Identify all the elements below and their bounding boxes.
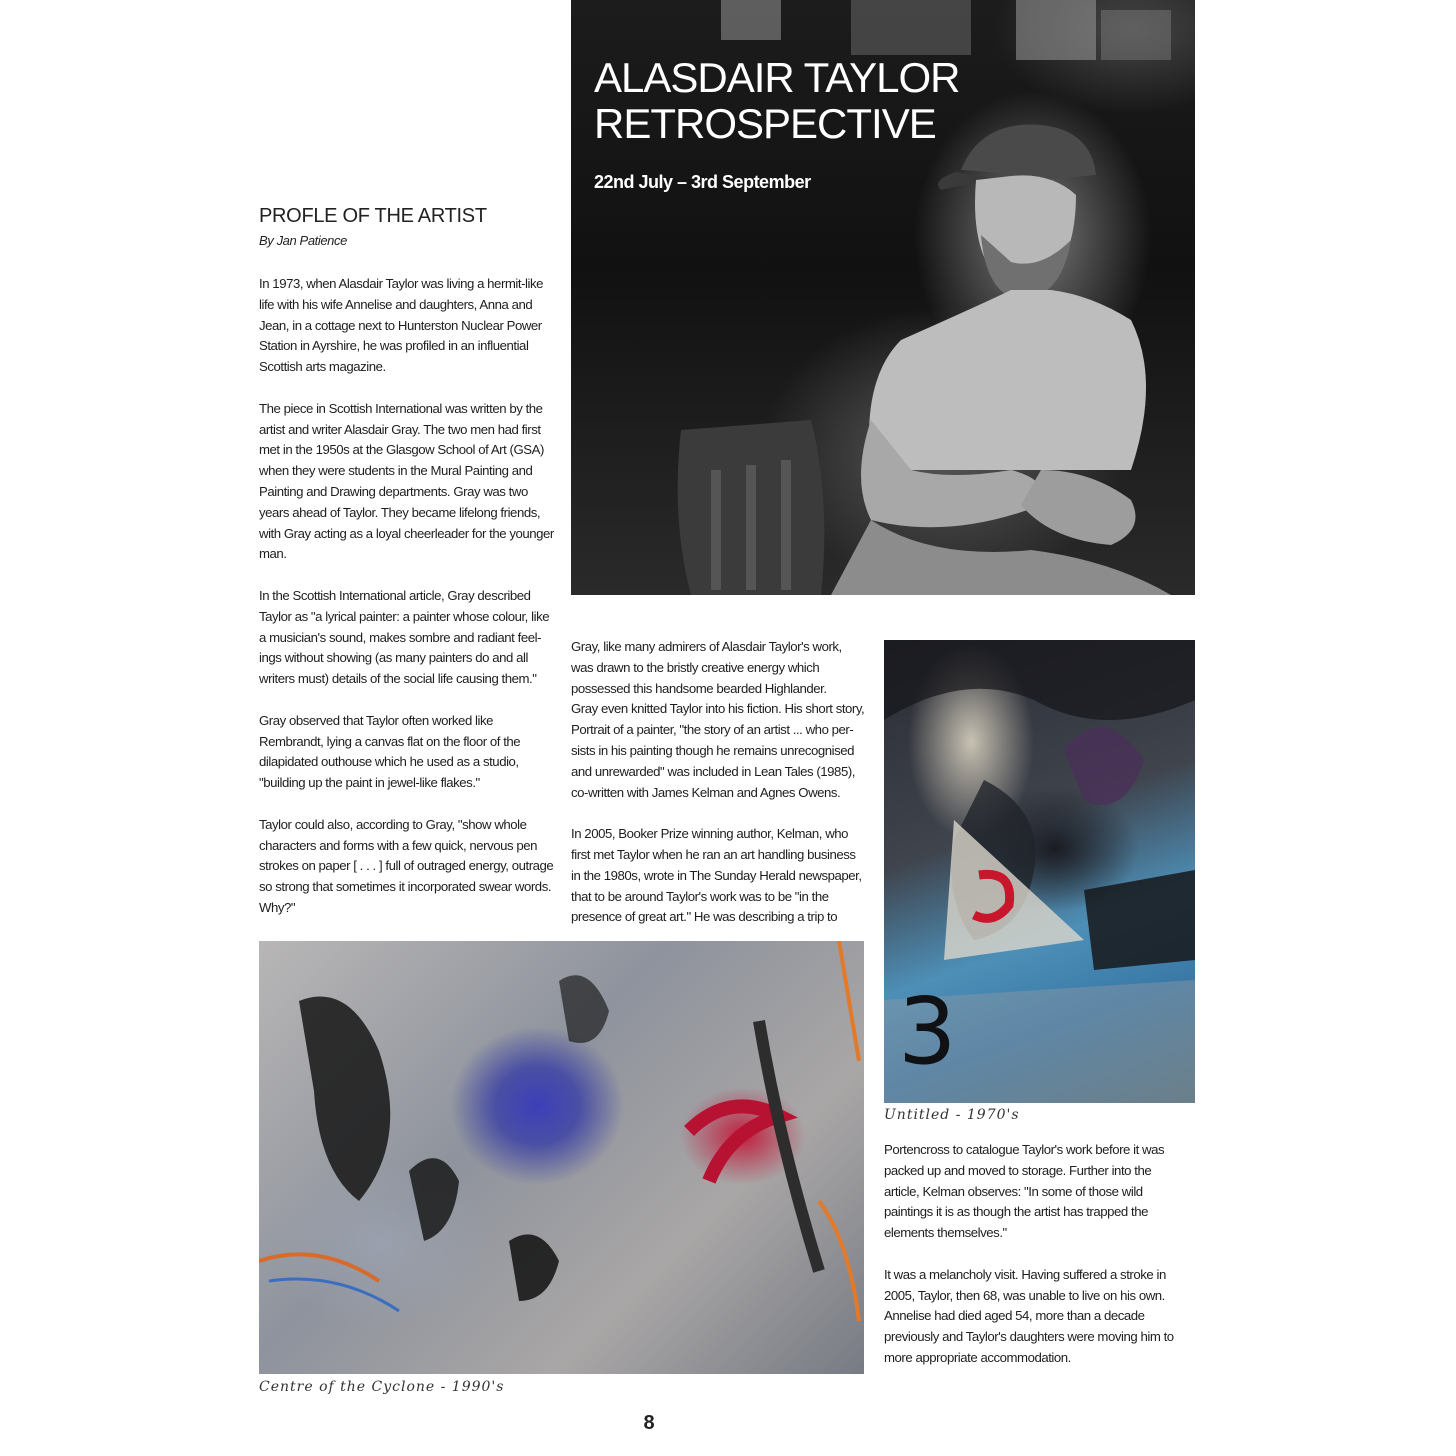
- painted-numeral: 3: [898, 978, 957, 1085]
- hero-photo: [571, 0, 1195, 595]
- article-column-left: [259, 274, 555, 940]
- paragraph: Portencross to catalogue Taylor's work before it was packed up and moved to storage. Further into the article, Kelman observes: "In some of those wild paintings it is as though the artist has trapped the elements themselves.": [884, 1142, 1165, 1241]
- artwork-caption-cyclone: Centre of the Cyclone - 1990's: [259, 1379, 505, 1395]
- paragraph: Gray even knitted Taylor into his fiction. His short story, Portrait of a painter, "the story of an artist ... who per-sists in his painting though he remains unrecognised and unrewarded" was included in Lean Tales (1985), co-written with James Kelman and Agnes Owens.: [571, 701, 865, 800]
- artwork-caption-untitled: Untitled - 1970's: [884, 1107, 1020, 1123]
- paragraph: The piece in Scottish International was written by the artist and writer Alasdair Gray. The two men had first met in the 1950s at the Glasgow School of Art (GSA) when they were students in the Mural Painting and Painting and Drawing departments. Gray was two years ahead of Taylor. They became lifelong friends, with Gray acting as a loyal cheerleader for the younger man.: [259, 400, 554, 562]
- page-number: 8: [643, 1412, 655, 1434]
- paragraph: In 1973, when Alasdair Taylor was living a hermit-like life with his wife Annelise and daughters, Anna and Jean, in a cottage next to Hunterston Nuclear Power Station in Ayrshire, he was profiled in an influential Scottish arts magazine.: [259, 276, 544, 375]
- article-column-middle: [571, 637, 867, 949]
- cyclone-painting: [259, 941, 864, 1374]
- paragraph: In the Scottish International article, Gray described Taylor as "a lyrical painter: a painter whose colour, like a musician's sound, makes sombre and radiant feel-ings without showing (as many painters do and all writers must) details of the social life causing them.": [259, 587, 550, 687]
- paragraph: Gray observed that Taylor often worked like Rembrandt, lying a canvas flat on the floor of the dilapidated outhouse which he used as a studio, "building up the paint in jewel-like flakes.": [259, 712, 521, 791]
- exhibition-dates: 22nd July – 3rd September: [594, 172, 811, 192]
- article-heading: PROFLE OF THE ARTIST: [259, 205, 487, 227]
- paragraph: Taylor could also, according to Gray, "show whole characters and forms with a few quick, nervous pen strokes on paper [ . . . ] full of outraged energy, outrage so strong that sometimes it incorporated swear words. Why?": [259, 816, 554, 915]
- article-byline: By Jan Patience: [259, 233, 347, 248]
- untitled-painting: [884, 640, 1195, 1103]
- article-column-right: [884, 1140, 1184, 1390]
- abstract-painting-cyclone: [259, 941, 864, 1374]
- paragraph: In 2005, Booker Prize winning author, Kelman, who first met Taylor when he ran an art handling business in the 1980s, wrote in The Sunday Herald newspaper, that to be around Taylor's work was to be "in the presence of great art." He was describing a trip to: [571, 826, 862, 925]
- exhibition-title: ALASDAIR TAYLOR RETROSPECTIVE: [594, 54, 960, 147]
- paragraph: Gray, like many admirers of Alasdair Taylor's work, was drawn to the bristly creative energy which possessed this handsome bearded Highlander.: [571, 639, 842, 696]
- paragraph: It was a melancholy visit. Having suffered a stroke in 2005, Taylor, then 68, was unable to live on his own. Annelise had died aged 54, more than a decade previously and Taylor's daughters were moving him to more appropriate accommodation.: [884, 1266, 1174, 1365]
